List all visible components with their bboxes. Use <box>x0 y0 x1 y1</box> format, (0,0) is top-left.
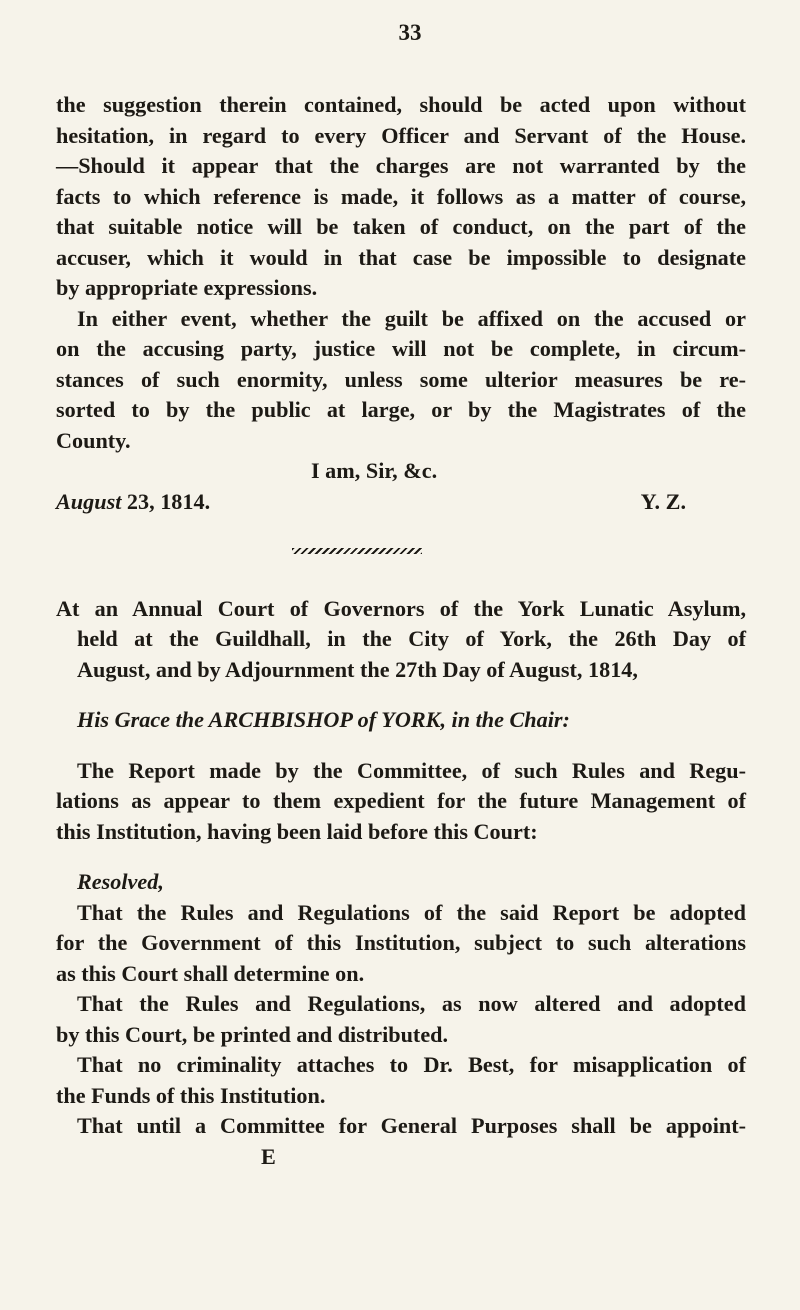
text-line: that suitable notice will be taken of conduct, on the part of the <box>56 214 746 239</box>
letter-date: August 23, 1814. <box>56 488 211 514</box>
text-line: lations as appear to them expedient for the future Management of <box>56 788 746 813</box>
text-line: stances of such enormity, unless some ulterior measures be re- <box>56 366 746 392</box>
text-line: At an Annual Court of Governors of the York Lunatic Asylum, <box>56 595 746 621</box>
text-line: the suggestion therein contained, should be acted upon without <box>56 92 746 117</box>
text-line: as this Court shall determine on. <box>56 960 365 986</box>
text-line: August, and by Adjournment the 27th Day of August, 1814, <box>77 656 638 682</box>
chair-line: His Grace the ARCHBISHOP of YORK, in the Chair: <box>77 707 570 732</box>
page-body <box>56 90 746 1172</box>
text-line: That the Rules and Regulations, as now altered and adopted <box>77 991 746 1016</box>
text-line: The Report made by the Committee, of such Rules and Regu- <box>77 757 746 783</box>
text-line: sorted to by the public at large, or by the Magistrates of the <box>56 397 746 422</box>
text-line: —Should it appear that the charges are not warranted by the <box>56 153 746 178</box>
text-line: In either event, whether the guilt be affixed on the accused or <box>77 305 746 331</box>
text-line: this Institution, having been laid before this Court: <box>56 818 538 844</box>
text-line: That the Rules and Regulations of the said Report be adopted <box>77 899 746 925</box>
text-line: County. <box>56 427 131 453</box>
text-line: on the accusing party, justice will not be complete, in circum- <box>56 336 746 361</box>
text-line: facts to which reference is made, it follows as a matter of course, <box>56 183 746 209</box>
text-line: That until a Committee for General Purposes shall be appoint- <box>77 1113 746 1138</box>
text-line: by this Court, be printed and distributed. <box>56 1021 449 1047</box>
text-line: the Funds of this Institution. <box>56 1082 326 1108</box>
text-line: hesitation, in regard to every Officer and Servant of the House. <box>56 122 746 148</box>
closing: I am, Sir, &c. <box>311 458 438 483</box>
page-number: 33 <box>398 20 422 45</box>
text-line: by appropriate expressions. <box>56 275 318 300</box>
text-line: for the Government of this Institution, subject to such alterations <box>56 930 746 955</box>
text-line: held at the Guildhall, in the City of York, the 26th Day of <box>77 626 746 651</box>
text-line: accuser, which it would in that case be impossible to designate <box>56 244 746 270</box>
catchword: E <box>261 1143 276 1169</box>
resolved-heading: Resolved, <box>77 869 164 894</box>
signature: Y. Z. <box>640 488 686 514</box>
date-line <box>56 487 746 518</box>
text-line: That no criminality attaches to Dr. Best, for misapplication of <box>77 1052 746 1077</box>
